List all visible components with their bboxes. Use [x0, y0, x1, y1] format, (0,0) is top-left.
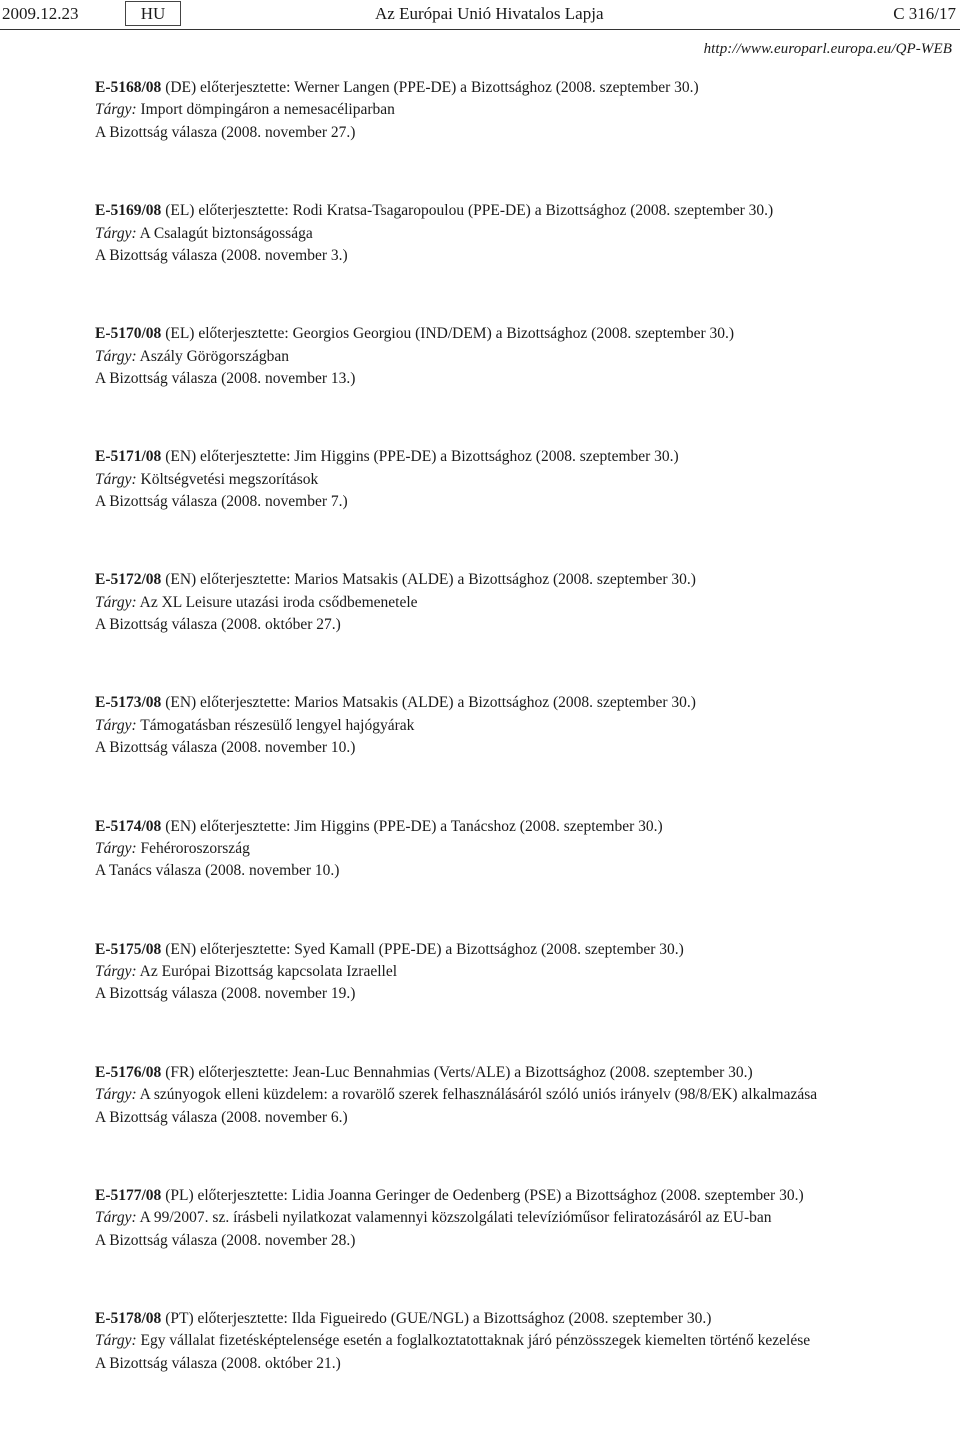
subject-label: Tárgy: [95, 1332, 137, 1350]
question-entry [95, 569, 955, 692]
question-number: E-5174/08 [95, 817, 162, 835]
question-entry [95, 1062, 955, 1185]
question-subject-line [95, 99, 955, 121]
question-header-line [95, 569, 955, 591]
question-header-line [95, 77, 955, 99]
answer-line: A Bizottság válasza (2008. november 6.) [95, 1108, 348, 1126]
question-subject: A Csalagút biztonságossága [139, 224, 313, 242]
question-subject: Támogatásban részesülő lengyel hajógyárak [140, 716, 415, 734]
publication-date: 2009.12.23 [2, 4, 79, 23]
answer-line: A Bizottság válasza (2008. november 27.) [95, 123, 356, 141]
journal-title: Az Európai Unió Hivatalos Lapja [375, 4, 604, 23]
question-author-line: (PL) előterjesztette: Lidia Joanna Geringer de Oedenberg (PSE) a Bizottsághoz (2008. szeptember 30.) [165, 1186, 804, 1204]
answer-line: A Tanács válasza (2008. november 10.) [95, 862, 340, 880]
language-code-box: HU [125, 1, 181, 26]
question-number: E-5171/08 [95, 448, 162, 466]
question-subject-line [95, 1207, 955, 1229]
question-subject-line [95, 1084, 955, 1106]
question-subject-line [95, 469, 955, 491]
question-header-line [95, 1062, 955, 1084]
question-number: E-5178/08 [95, 1309, 162, 1327]
question-author-line: (EN) előterjesztette: Jim Higgins (PPE-DE) a Bizottsághoz (2008. szeptember 30.) [165, 448, 679, 466]
question-author-line: (EN) előterjesztette: Marios Matsakis (ALDE) a Bizottsághoz (2008. szeptember 30.) [165, 571, 696, 589]
subject-label: Tárgy: [95, 347, 137, 365]
question-entry [95, 692, 955, 815]
question-subject: A 99/2007. sz. írásbeli nyilatkozat valamennyi közszolgálati televízióműsor feliratozásáról az EU-ban [139, 1209, 772, 1227]
question-number: E-5169/08 [95, 202, 162, 220]
question-header-line [95, 1185, 955, 1207]
answer-line: A Bizottság válasza (2008. november 3.) [95, 246, 348, 264]
question-entry [95, 200, 955, 323]
question-author-line: (EN) előterjesztette: Jim Higgins (PPE-DE) a Tanácshoz (2008. szeptember 30.) [165, 817, 663, 835]
question-subject: Az XL Leisure utazási iroda csődbemenetele [139, 593, 418, 611]
question-author-line: (PT) előterjesztette: Ilda Figueiredo (GUE/NGL) a Bizottsághoz (2008. szeptember 30.) [165, 1309, 712, 1327]
question-entry [95, 1308, 955, 1431]
subject-label: Tárgy: [95, 470, 137, 488]
question-author-line: (DE) előterjesztette: Werner Langen (PPE-DE) a Bizottsághoz (2008. szeptember 30.) [165, 79, 699, 96]
question-subject-line [95, 961, 955, 983]
question-author-line: (FR) előterjesztette: Jean-Luc Bennahmias (Verts/ALE) a Bizottsághoz (2008. szeptember 30.) [165, 1063, 753, 1081]
subject-label: Tárgy: [95, 1086, 137, 1104]
answer-line: A Bizottság válasza (2008. november 10.) [95, 739, 356, 757]
subject-label: Tárgy: [95, 1209, 137, 1227]
question-subject-line [95, 1330, 955, 1352]
question-subject: Fehéroroszország [140, 839, 250, 857]
question-subject: Az Európai Bizottság kapcsolata Izraellel [139, 963, 398, 981]
question-entry [95, 77, 955, 200]
header-divider [0, 29, 960, 30]
answer-line: A Bizottság válasza (2008. november 28.) [95, 1231, 356, 1249]
question-number: E-5170/08 [95, 325, 162, 343]
page-reference: C 316/17 [893, 4, 956, 23]
subject-label: Tárgy: [95, 101, 137, 119]
question-number: E-5176/08 [95, 1063, 162, 1081]
question-number: E-5173/08 [95, 694, 162, 712]
question-number: E-5177/08 [95, 1186, 162, 1204]
question-entry [95, 446, 955, 569]
question-author-line: (EL) előterjesztette: Georgios Georgiou (IND/DEM) a Bizottsághoz (2008. szeptember 30.) [165, 325, 735, 343]
question-header-line [95, 323, 955, 345]
question-subject: Import dömpingáron a nemesacéliparban [140, 101, 395, 119]
answer-line: A Bizottság válasza (2008. október 21.) [95, 1354, 341, 1372]
question-subject: Költségvetési megszorítások [140, 470, 319, 488]
question-entry [95, 323, 955, 446]
subject-label: Tárgy: [95, 224, 137, 242]
question-subject-line [95, 715, 955, 737]
question-header-line [95, 200, 955, 222]
subject-label: Tárgy: [95, 839, 137, 857]
question-number: E-5175/08 [95, 940, 162, 958]
answer-line: A Bizottság válasza (2008. november 19.) [95, 985, 356, 1003]
question-author-line: (EL) előterjesztette: Rodi Kratsa-Tsagaropoulou (PPE-DE) a Bizottsághoz (2008. szeptember 30.) [165, 202, 774, 220]
question-author-line: (EN) előterjesztette: Syed Kamall (PPE-DE) a Bizottsághoz (2008. szeptember 30.) [165, 940, 684, 958]
question-number: E-5168/08 [95, 79, 162, 96]
question-number: E-5172/08 [95, 571, 162, 589]
answer-line: A Bizottság válasza (2008. október 27.) [95, 616, 341, 634]
question-entry [95, 1185, 955, 1308]
question-subject-line [95, 592, 955, 614]
question-subject: Aszály Görögországban [139, 347, 290, 365]
question-subject: Egy vállalat fizetésképtelensége esetén a foglalkoztatottaknak járó pénzösszegek kiemelten történő kezelése [140, 1332, 811, 1350]
source-url[interactable]: http://www.europarl.europa.eu/QP-WEB [703, 41, 952, 57]
question-header-line [95, 1308, 955, 1330]
question-header-line [95, 692, 955, 714]
question-subject-line [95, 346, 955, 368]
subject-label: Tárgy: [95, 963, 137, 981]
question-entry [95, 816, 955, 939]
question-subject: A szúnyogok elleni küzdelem: a rovarölő szerek felhasználásáról szóló uniós irányelv (98/8/EK) alkalmazása [139, 1086, 818, 1104]
question-header-line [95, 939, 955, 961]
page-header [0, 0, 960, 30]
subject-label: Tárgy: [95, 593, 137, 611]
question-entry [95, 939, 955, 1062]
subject-label: Tárgy: [95, 716, 137, 734]
question-list [95, 77, 955, 1431]
answer-line: A Bizottság válasza (2008. november 13.) [95, 370, 356, 387]
question-author-line: (EN) előterjesztette: Marios Matsakis (ALDE) a Bizottsághoz (2008. szeptember 30.) [165, 694, 696, 712]
question-header-line [95, 816, 955, 838]
question-header-line [95, 446, 955, 468]
question-subject-line [95, 223, 955, 245]
question-subject-line [95, 838, 955, 860]
answer-line: A Bizottság válasza (2008. november 7.) [95, 493, 348, 511]
